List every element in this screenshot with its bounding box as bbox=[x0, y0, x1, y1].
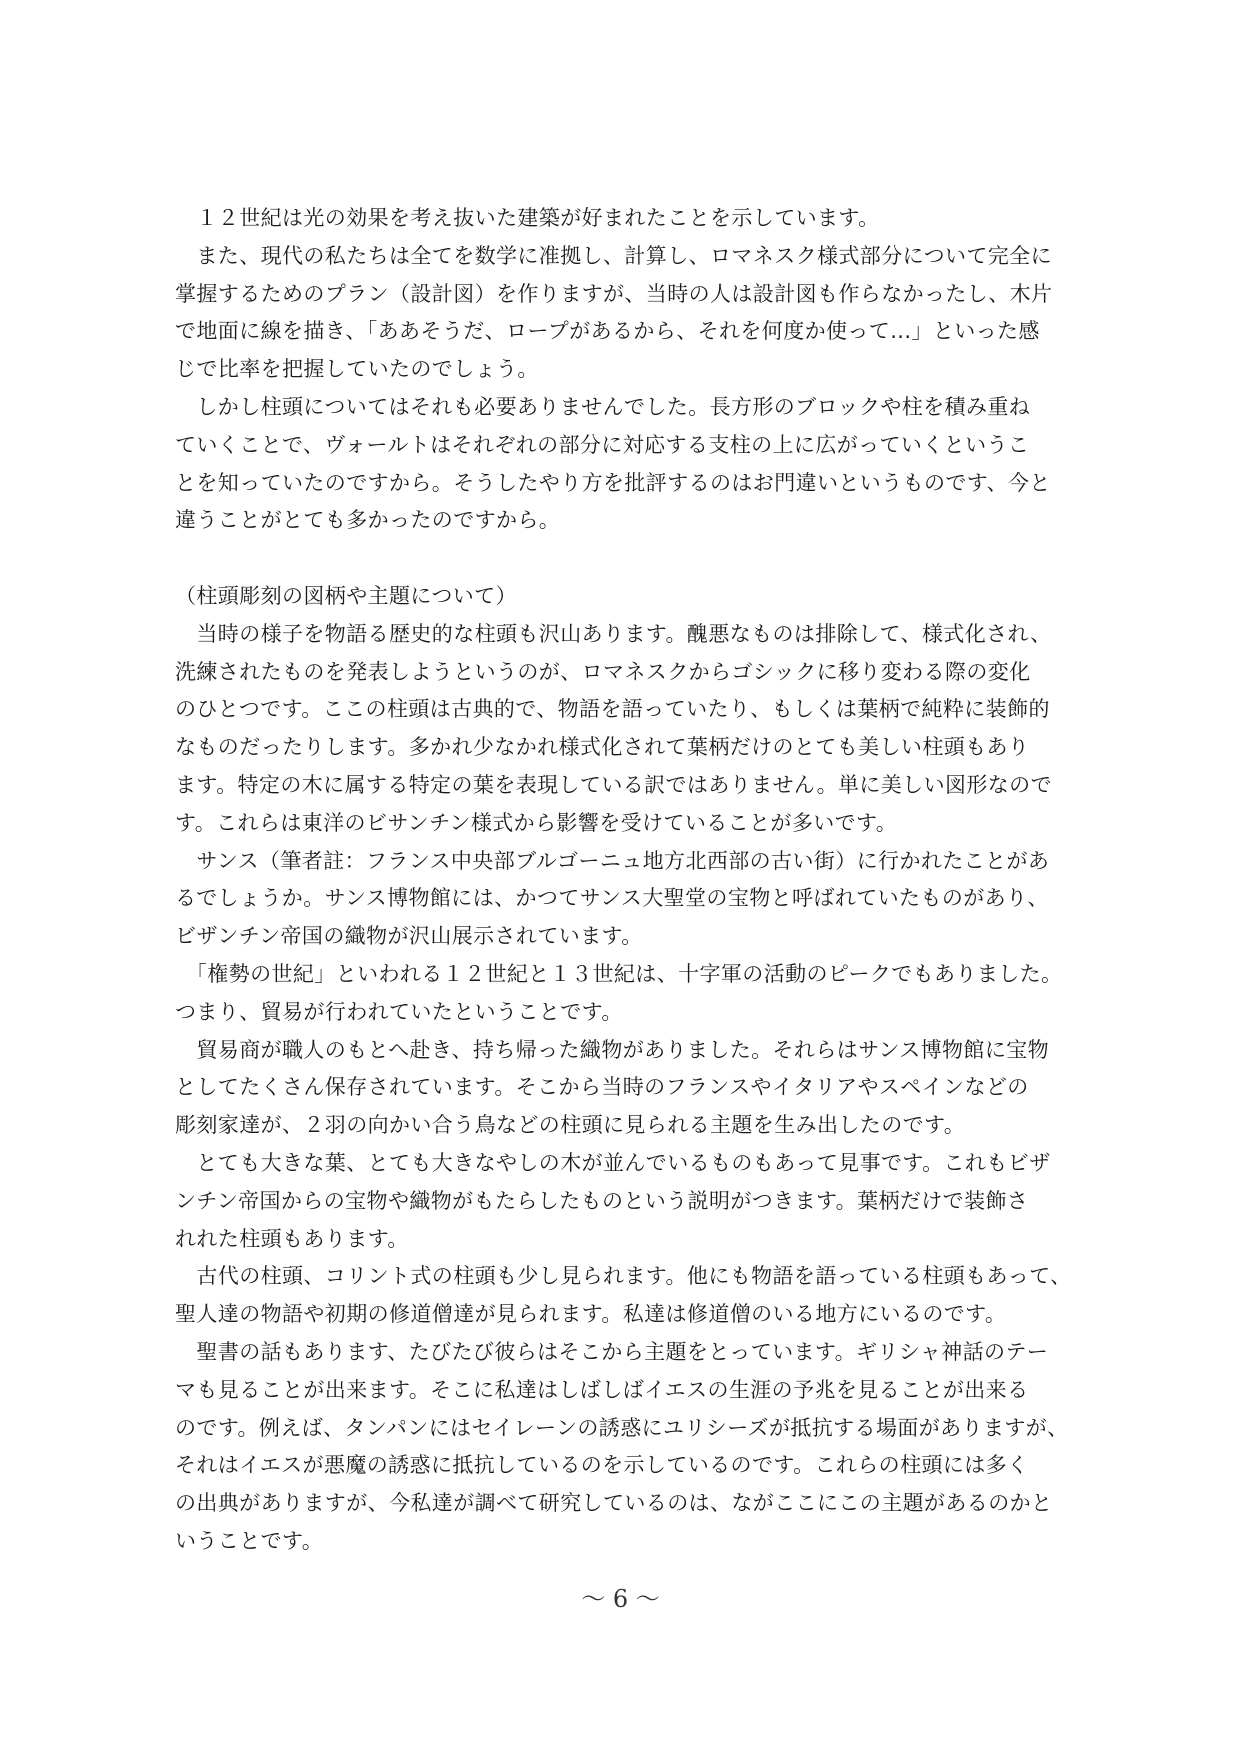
text-line: れれた柱頭もあります。 bbox=[175, 1227, 409, 1251]
text-line: じで比率を把握していたのでしょう。 bbox=[175, 357, 539, 381]
text-line: のです。例えば、タンパンにはセイレーンの誘惑にユリシーズが抵抗する場面がありますが、 bbox=[175, 1416, 1069, 1440]
text-line: それはイエスが悪魔の誘惑に抵抗しているのを示しているのです。これらの柱頭には多く bbox=[175, 1453, 1029, 1477]
text-line: 聖人達の物語や初期の修道僧達が見られます。私達は修道僧のいる地方にいるのです。 bbox=[175, 1302, 1007, 1326]
text-line: サンス（筆者註：フランス中央部ブルゴーニュ地方北西部の古い街）に行かれたことがあ bbox=[175, 849, 1050, 873]
text-line: ます。特定の木に属する特定の葉を表現している訳ではありません。単に美しい図形なので bbox=[175, 773, 1052, 797]
text-line: しかし柱頭についてはそれも必要ありませんでした。長方形のブロックや柱を積み重ね bbox=[175, 395, 1031, 419]
text-line: とても大きな葉、とても大きなやしの木が並んでいるものもあって見事です。これもビザ bbox=[175, 1151, 1051, 1175]
text-line: マも見ることが出来ます。そこに私達はしばしばイエスの生涯の予兆を見ることが出来る bbox=[175, 1378, 1029, 1402]
text-line: なものだったりします。多かれ少なかれ様式化されて葉柄だけのとても美しい柱頭もあり bbox=[175, 735, 1030, 759]
text-line: つまり、貿易が行われていたということです。 bbox=[175, 1000, 623, 1024]
text-line: 聖書の話もあります、たびたび彼らはそこから主題をとっています。ギリシャ神話のテー bbox=[175, 1340, 1049, 1364]
text-line: 違うことがとても多かったのですから。 bbox=[175, 508, 561, 532]
text-line: ていくことで、ヴォールトはそれぞれの部分に対応する支柱の上に広がっていくというこ bbox=[175, 433, 1030, 457]
text-line: のひとつです。ここの柱頭は古典的で、物語を語っていたり、もしくは葉柄で純粋に装飾的 bbox=[175, 697, 1050, 721]
text-line: 古代の柱頭、コリント式の柱頭も少し見られます。他にも物語を語っている柱頭もあって、 bbox=[175, 1264, 1072, 1288]
text-line: 当時の様子を物語る歴史的な柱頭も沢山あります。醜悪なものは排除して、様式化され、 bbox=[175, 622, 1052, 646]
text-line: とを知っていたのですから。そうしたやり方を批評するのはお門違いというものです、今と bbox=[175, 471, 1051, 495]
section-heading: （柱頭彫刻の図柄や主題について） bbox=[175, 584, 517, 608]
text-line: の出典がありますが、今私達が調べて研究しているのは、ながここにこの主題があるのかと bbox=[175, 1491, 1053, 1515]
text-line: で地面に線を描き、「ああそうだ、ロープがあるから、それを何度か使って...」といった感 bbox=[175, 319, 1040, 343]
text-line: としてたくさん保存されています。そこから当時のフランスやイタリアやスペインなどの bbox=[175, 1075, 1029, 1099]
page-number: ～ 6 ～ bbox=[581, 1585, 660, 1613]
text-line: ビザンチン帝国の織物が沢山展示されています。 bbox=[175, 924, 643, 948]
text-line: 彫刻家達が、２羽の向かい合う鳥などの柱頭に見られる主題を生み出したのです。 bbox=[175, 1113, 966, 1137]
text-line: ンチン帝国からの宝物や織物がもたらしたものという説明がつきます。葉柄だけで装飾さ bbox=[175, 1189, 1029, 1213]
text-line: す。これらは東洋のビサンチン様式から影響を受けていることが多いです。 bbox=[175, 811, 898, 835]
text-line: 洗練されたものを発表しようというのが、ロマネスクからゴシックに移り変わる際の変化 bbox=[175, 660, 1031, 684]
text-line: 掌握するためのプラン（設計図）を作りますが、当時の人は設計図も作らなかったし、木片 bbox=[175, 282, 1053, 306]
text-line: また、現代の私たちは全てを数学に准拠し、計算し、ロマネスク様式部分について完全に bbox=[175, 244, 1052, 268]
text-line: いうことです。 bbox=[175, 1529, 324, 1553]
text-line: 「権勢の世紀」といわれる１２世紀と１３世紀は、十字軍の活動のピークでもありました。 bbox=[175, 962, 1063, 986]
text-line: 貿易商が職人のもとへ赴き、持ち帰った織物がありました。それらはサンス博物館に宝物 bbox=[175, 1038, 1050, 1062]
text-line: るでしょうか。サンス博物館には、かつてサンス大聖堂の宝物と呼ばれていたものがあり、 bbox=[175, 886, 1049, 910]
text-line: １２世紀は光の効果を考え抜いた建築が好まれたことを示しています。 bbox=[175, 206, 880, 230]
